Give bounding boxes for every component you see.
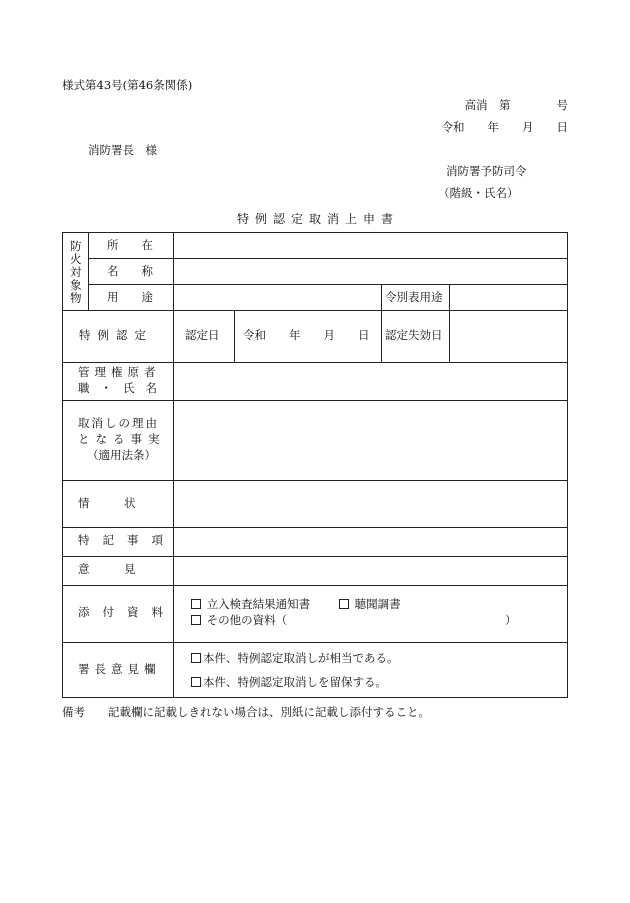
application-table: [62, 232, 568, 698]
footer-note: 備考 記載欄に記載しきれない場合は、別紙に記載し添付すること。: [62, 705, 430, 719]
attachment-option-other[interactable]: その他の資料（: [191, 615, 287, 627]
chief-opinion-label: 署長意見欄: [78, 662, 161, 676]
checkbox-icon[interactable]: [339, 599, 349, 609]
use-label: 用 途: [107, 290, 153, 304]
sender-name: （階級・氏名）: [438, 186, 519, 200]
sender-title: 消防署予防司令: [446, 164, 527, 178]
cert-date-value: 令和 年 月 日: [243, 328, 370, 342]
property-group-label: 防火対象物: [70, 239, 82, 305]
use-class-label: 令別表用途: [385, 290, 443, 304]
checkbox-icon[interactable]: [191, 599, 201, 609]
document-title: 特例認定取消上申書: [237, 212, 400, 226]
expiry-date-label: 認定失効日: [385, 328, 443, 342]
reason-label-line2: となる事実: [78, 432, 166, 446]
cert-date-label: 認定日: [185, 328, 220, 342]
remarks-label: 特記事項: [78, 533, 176, 547]
special-cert-label: 特例認定: [79, 328, 153, 342]
opinion-label: 意 見: [78, 562, 136, 576]
checkbox-icon[interactable]: [191, 615, 201, 625]
checkbox-icon[interactable]: [191, 677, 201, 687]
reason-label-line3: （適用法条）: [87, 448, 156, 462]
chief-option-approve[interactable]: 本件、特例認定取消しが相当である。: [191, 653, 399, 665]
issue-date: 令和 年 月 日: [441, 120, 568, 134]
reason-label-line1: 取消しの理由: [78, 416, 159, 430]
chief-option-reserve[interactable]: 本件、特例認定取消しを留保する。: [191, 677, 387, 689]
manager-label-line1: 管理権原者: [78, 365, 161, 379]
attachment-option-hearing[interactable]: 聴聞調書: [339, 599, 401, 611]
attachment-other-close-paren: ）: [505, 613, 517, 627]
document-number: 高消 第 号: [464, 98, 568, 112]
name-label: 名 称: [107, 264, 153, 278]
checkbox-icon[interactable]: [191, 653, 201, 663]
form-number: 様式第43号(第46条関係): [62, 78, 193, 92]
attachment-option-inspection[interactable]: 立入検査結果通知書: [191, 599, 310, 611]
manager-label-line2: 職・氏名: [78, 381, 168, 395]
attachments-label: 添付資料: [78, 605, 176, 619]
location-label: 所 在: [107, 238, 153, 252]
addressee: 消防署長 様: [88, 143, 157, 157]
situation-label: 情 状: [78, 496, 136, 510]
